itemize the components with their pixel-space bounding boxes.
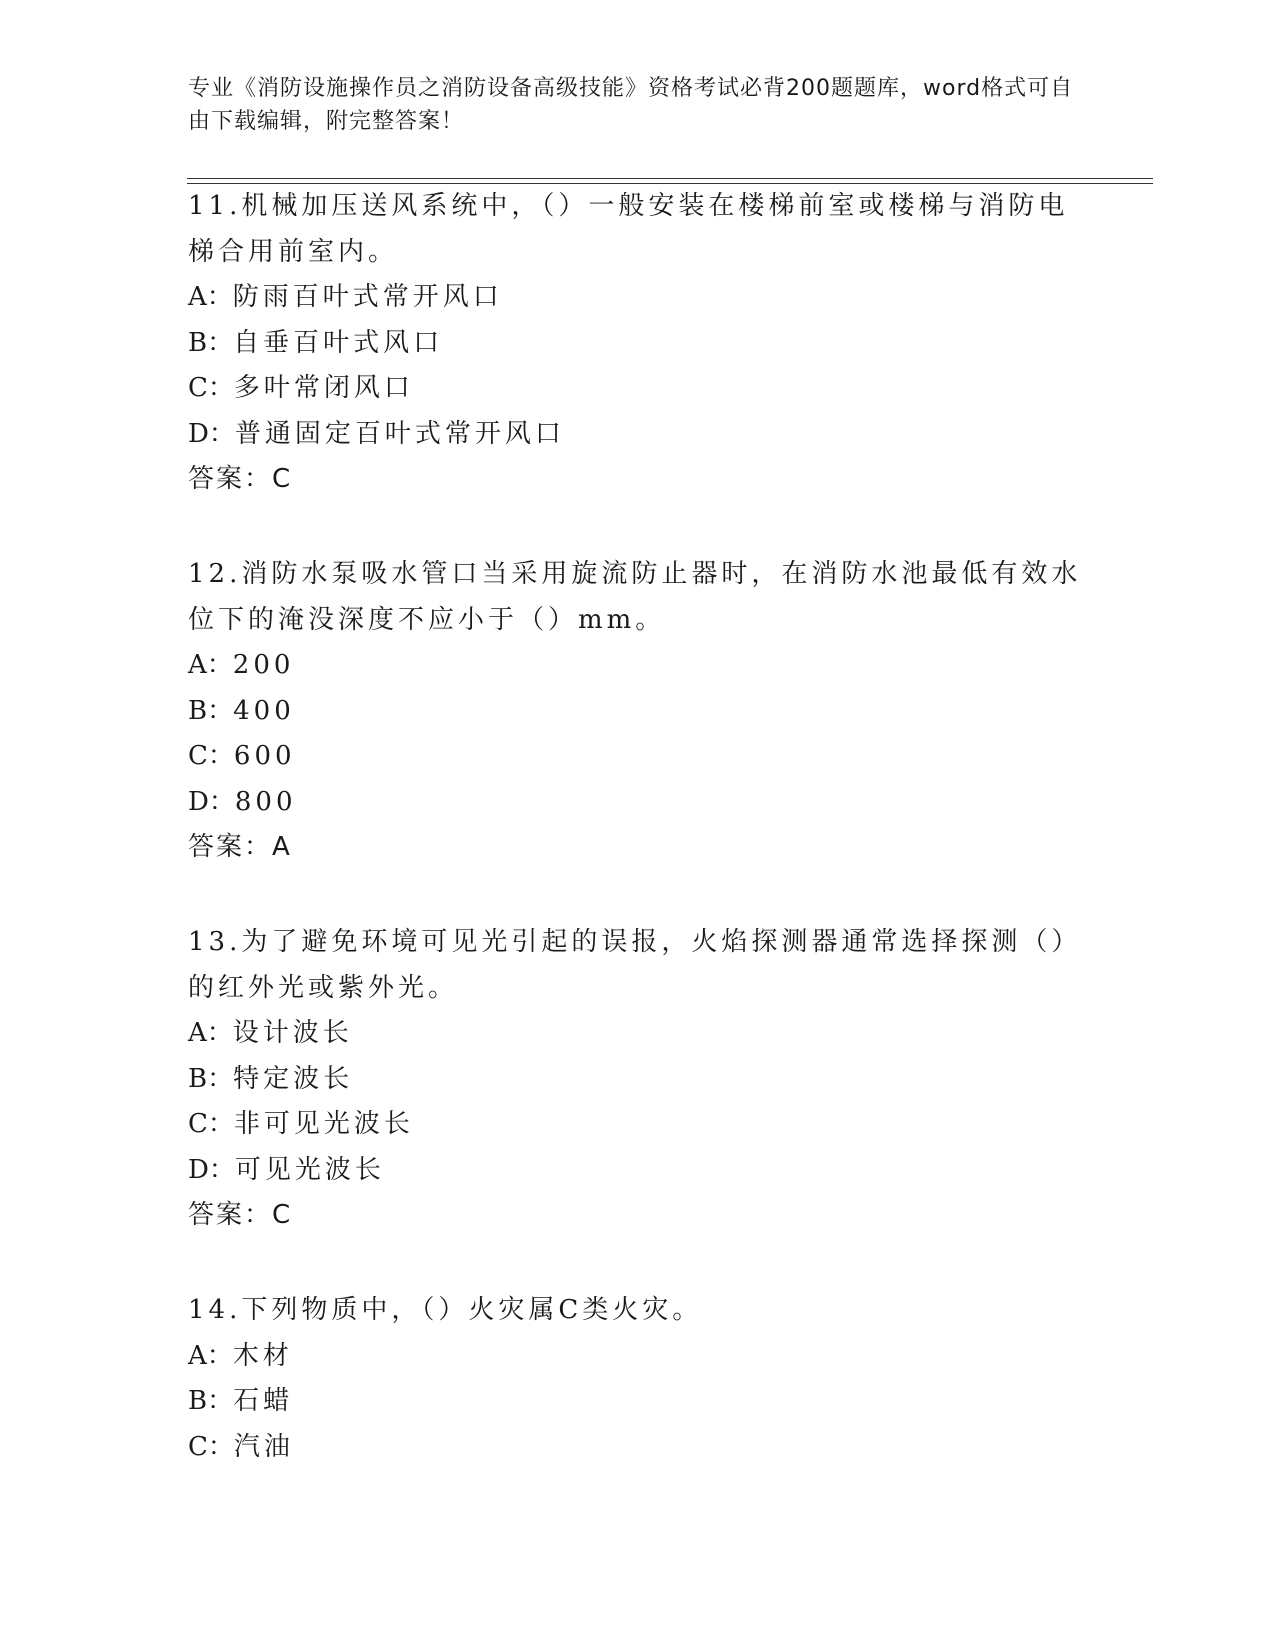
question-14 — [188, 1288, 1088, 1470]
option-text: 可见光波长 — [234, 1154, 385, 1185]
option-c — [188, 1425, 1088, 1471]
option-letter: B： — [188, 327, 234, 358]
option-c — [188, 366, 1088, 412]
option-letter: D： — [188, 786, 235, 817]
option-a — [188, 1334, 1088, 1380]
option-b — [188, 1379, 1088, 1425]
option-text: 普通固定百叶式常开风口 — [234, 418, 565, 449]
option-letter: B： — [188, 695, 234, 726]
question-12 — [188, 552, 1088, 871]
option-text: 400 — [233, 695, 295, 726]
option-text: 石蜡 — [233, 1386, 294, 1416]
option-b — [188, 321, 1088, 367]
option-a — [188, 1011, 1088, 1057]
option-text: 非可见光波长 — [233, 1109, 414, 1139]
question-stem: 14.下列物质中，（）火灾属C类火灾。 — [188, 1295, 703, 1325]
option-letter: C： — [188, 373, 234, 403]
option-d — [188, 780, 1088, 826]
document-header: 专业《消防设施操作员之消防设备高级技能》资格考试必背200题题库，word格式可自由下载编辑，附完整答案！ — [188, 76, 1074, 134]
option-letter: B： — [188, 1063, 234, 1094]
option-text: 多叶常闭风口 — [233, 373, 414, 403]
header-divider-top — [187, 178, 1153, 179]
option-d — [188, 412, 1088, 458]
option-letter: C： — [188, 1431, 234, 1462]
option-text: 汽油 — [233, 1431, 294, 1462]
option-letter: A： — [188, 1018, 233, 1048]
question-13 — [188, 920, 1088, 1239]
option-c — [188, 734, 1088, 780]
option-letter: A： — [188, 650, 233, 680]
answer: 答案：C — [188, 464, 293, 494]
option-a — [188, 275, 1088, 321]
question-stem: 11.机械加压送风系统中，（）一般安装在楼梯前室或楼梯与消防电梯合用前室内。 — [188, 191, 1069, 267]
option-b — [188, 1057, 1088, 1103]
option-b — [188, 689, 1088, 735]
option-letter: A： — [188, 1340, 233, 1371]
option-text: 防雨百叶式常开风口 — [232, 282, 503, 312]
option-letter: A： — [188, 282, 233, 312]
option-letter: B： — [188, 1386, 234, 1416]
option-text: 自垂百叶式风口 — [233, 327, 444, 358]
question-stem: 12.消防水泵吸水管口当采用旋流防止器时，在消防水池最低有效水位下的淹没深度不应小于（）mm。 — [188, 559, 1082, 635]
option-text: 特定波长 — [233, 1063, 354, 1094]
option-text: 木材 — [232, 1340, 293, 1371]
option-letter: C： — [188, 1109, 234, 1139]
option-text: 200 — [232, 650, 295, 680]
question-stem: 13.为了避免环境可见光引起的误报，火焰探测器通常选择探测（）的红外光或紫外光。 — [188, 927, 1082, 1003]
answer: 答案：C — [188, 1200, 293, 1230]
answer: 答案：A — [188, 832, 292, 862]
option-text: 600 — [233, 741, 296, 771]
option-letter: C： — [188, 741, 234, 771]
option-text: 800 — [234, 786, 297, 817]
option-text: 设计波长 — [232, 1018, 353, 1048]
option-d — [188, 1148, 1088, 1194]
question-11 — [188, 184, 1088, 503]
option-c — [188, 1102, 1088, 1148]
option-a — [188, 643, 1088, 689]
option-letter: D： — [188, 1154, 235, 1185]
option-letter: D： — [188, 418, 235, 449]
